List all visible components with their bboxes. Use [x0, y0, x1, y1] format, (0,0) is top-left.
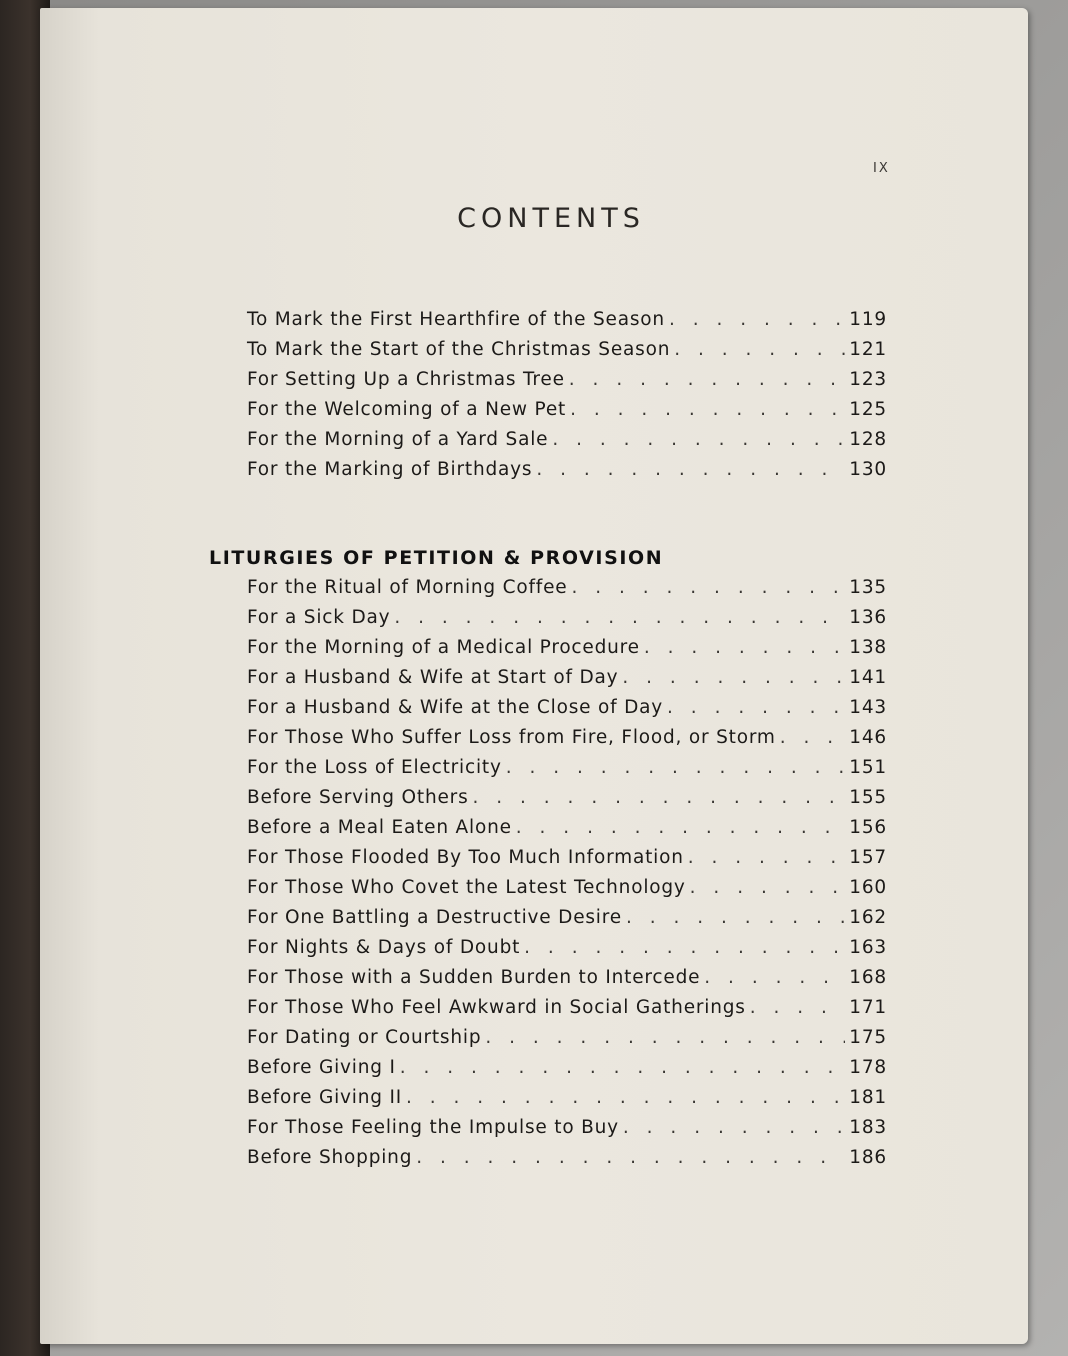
toc-entry: [247, 817, 887, 847]
toc-entry-title: For the Ritual of Morning Coffee: [247, 577, 568, 598]
toc-entry-page: 183: [849, 1117, 887, 1138]
dot-leader: [688, 847, 846, 868]
toc-entry: [247, 757, 887, 787]
toc-entry: [247, 309, 887, 339]
toc-entry-title: For a Husband & Wife at the Close of Day: [247, 697, 664, 718]
dot-leader: [400, 1057, 846, 1078]
dot-leader: [667, 697, 845, 718]
toc-entry-page: 146: [849, 727, 887, 748]
toc-entry-page: 123: [849, 369, 887, 390]
dot-leader: [406, 1087, 845, 1108]
toc-entry-title: Before Shopping: [247, 1147, 413, 1168]
toc-entry: [247, 847, 887, 877]
toc-entry-page: 157: [849, 847, 887, 868]
toc-entry-page: 130: [849, 459, 887, 480]
toc-entry-title: Before Giving II: [247, 1087, 402, 1108]
dot-leader: [506, 757, 846, 778]
toc-entry-page: 128: [849, 429, 887, 450]
toc-entry-page: 160: [849, 877, 887, 898]
toc-entry: [247, 877, 887, 907]
toc-entry-title: Before Serving Others: [247, 787, 469, 808]
toc-entry-title: For the Morning of a Medical Procedure: [247, 637, 640, 658]
dot-leader: [524, 937, 845, 958]
dot-leader: [571, 577, 845, 598]
toc-entry-title: For Those Who Feel Awkward in Social Gatherings: [247, 997, 746, 1018]
toc-entry-title: For Those Who Suffer Loss from Fire, Flood, or Storm: [247, 727, 776, 748]
toc-entry-page: 186: [849, 1147, 887, 1168]
dot-leader: [516, 817, 846, 838]
dot-leader: [626, 907, 845, 928]
toc-group-1: [247, 309, 887, 489]
toc-entry-page: 141: [849, 667, 887, 688]
dot-leader: [690, 877, 846, 898]
toc-entry: [247, 907, 887, 937]
toc-entry: [247, 697, 887, 727]
toc-entry: [247, 339, 887, 369]
toc-entry-page: 168: [849, 967, 887, 988]
toc-entry-title: For Those Who Covet the Latest Technology: [247, 877, 686, 898]
toc-entry-page: 162: [849, 907, 887, 928]
toc-entry: [247, 369, 887, 399]
toc-entry: [247, 637, 887, 667]
toc-entry-page: 138: [849, 637, 887, 658]
toc-entry-title: To Mark the Start of the Christmas Season: [247, 339, 671, 360]
toc-entry-title: For a Husband & Wife at Start of Day: [247, 667, 619, 688]
toc-entry-title: For One Battling a Destructive Desire: [247, 907, 622, 928]
toc-group-2: [247, 577, 887, 1177]
section-heading: LITURGIES OF PETITION & PROVISION: [209, 547, 664, 569]
toc-entry-title: For the Loss of Electricity: [247, 757, 502, 778]
toc-entry: [247, 1147, 887, 1177]
dot-leader: [644, 637, 845, 658]
dot-leader: [622, 667, 845, 688]
toc-entry-title: For a Sick Day: [247, 607, 391, 628]
dot-leader: [780, 727, 846, 748]
dot-leader: [704, 967, 845, 988]
toc-entry-title: Before a Meal Eaten Alone: [247, 817, 512, 838]
toc-entry-page: 171: [849, 997, 887, 1018]
toc-entry: [247, 1087, 887, 1117]
page-number: IX: [873, 161, 890, 176]
dot-leader: [750, 997, 846, 1018]
toc-entry-page: 156: [849, 817, 887, 838]
dot-leader: [569, 369, 845, 390]
dot-leader: [485, 1027, 845, 1048]
toc-entry: [247, 1057, 887, 1087]
toc-entry: [247, 607, 887, 637]
toc-entry-title: Before Giving I: [247, 1057, 396, 1078]
dot-leader: [536, 459, 845, 480]
toc-entry-page: 181: [849, 1087, 887, 1108]
dot-leader: [552, 429, 845, 450]
dot-leader: [570, 399, 845, 420]
toc-entry-title: For the Morning of a Yard Sale: [247, 429, 549, 450]
toc-entry-page: 155: [849, 787, 887, 808]
toc-entry-page: 163: [849, 937, 887, 958]
toc-entry-page: 135: [849, 577, 887, 598]
toc-entry-title: For Nights & Days of Doubt: [247, 937, 521, 958]
toc-entry: [247, 1027, 887, 1057]
toc-entry-page: 143: [849, 697, 887, 718]
toc-entry: [247, 459, 887, 489]
toc-entry-title: For Dating or Courtship: [247, 1027, 482, 1048]
dot-leader: [394, 607, 845, 628]
toc-entry: [247, 967, 887, 997]
toc-entry-page: 136: [849, 607, 887, 628]
toc-entry: [247, 937, 887, 967]
dot-leader: [473, 787, 846, 808]
toc-entry-title: For Those Feeling the Impulse to Buy: [247, 1117, 619, 1138]
toc-entry-page: 119: [849, 309, 887, 330]
toc-entry-title: To Mark the First Hearthfire of the Season: [247, 309, 665, 330]
toc-entry: [247, 429, 887, 459]
toc-entry-page: 121: [849, 339, 887, 360]
toc-entry: [247, 1117, 887, 1147]
toc-entry: [247, 727, 887, 757]
toc-entry-title: For Those with a Sudden Burden to Intercede: [247, 967, 701, 988]
toc-entry-title: For Setting Up a Christmas Tree: [247, 369, 565, 390]
dot-leader: [674, 339, 845, 360]
toc-entry-page: 151: [849, 757, 887, 778]
toc-entry: [247, 399, 887, 429]
contents-title: CONTENTS: [457, 203, 645, 234]
toc-entry-title: For Those Flooded By Too Much Information: [247, 847, 684, 868]
toc-entry-page: 178: [849, 1057, 887, 1078]
toc-entry: [247, 997, 887, 1027]
toc-entry: [247, 787, 887, 817]
toc-entry-page: 125: [849, 399, 887, 420]
toc-entry-title: For the Welcoming of a New Pet: [247, 399, 567, 420]
dot-leader: [416, 1147, 845, 1168]
dot-leader: [669, 309, 845, 330]
toc-entry: [247, 577, 887, 607]
toc-entry-title: For the Marking of Birthdays: [247, 459, 533, 480]
toc-entry-page: 175: [849, 1027, 887, 1048]
toc-entry: [247, 667, 887, 697]
dot-leader: [623, 1117, 845, 1138]
